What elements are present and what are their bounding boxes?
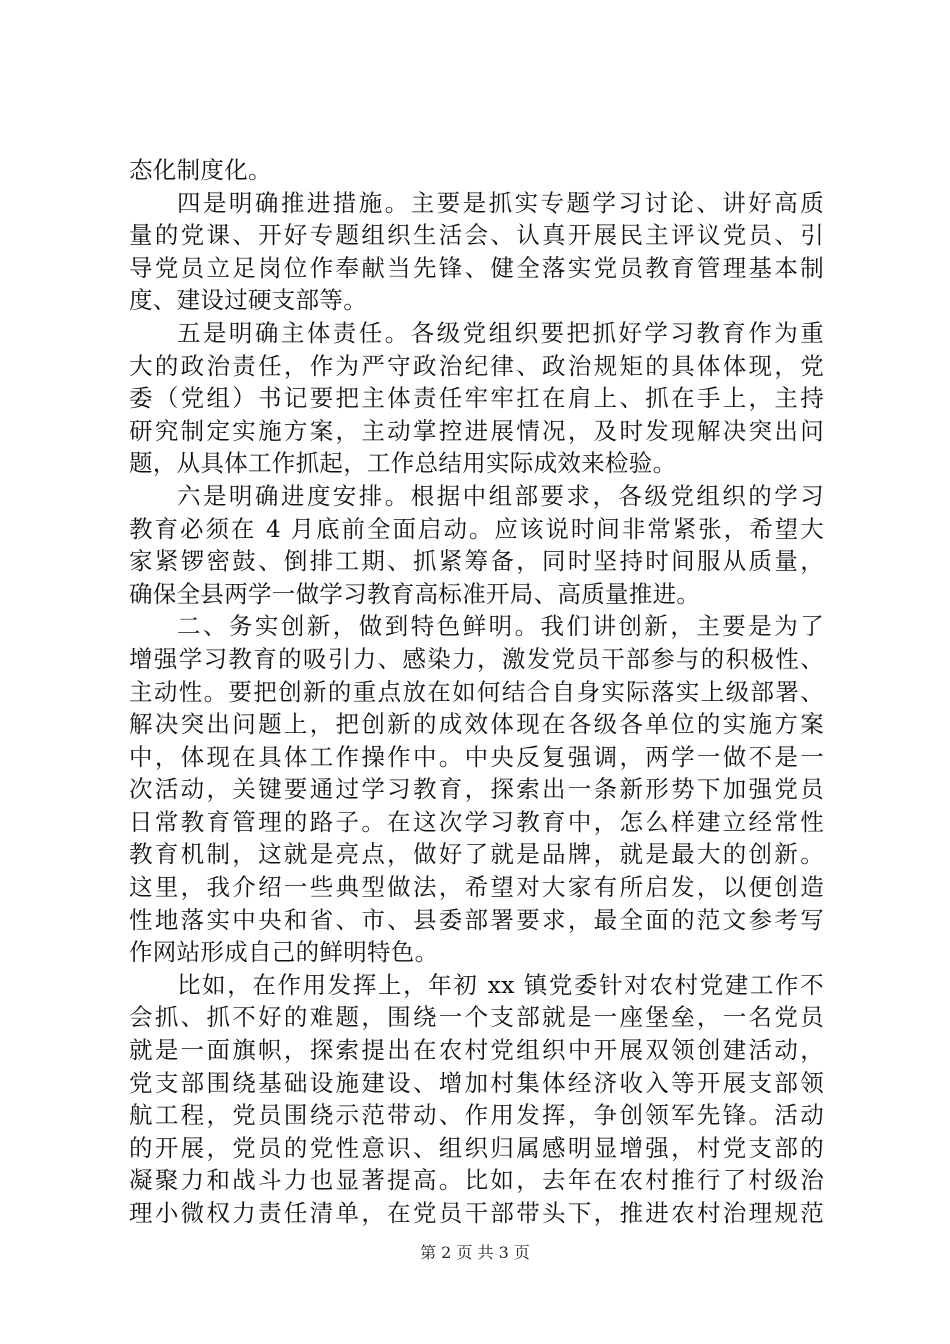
text-line: 委（党组）书记要把主体责任牢牢扛在肩上、抓在手上，主持 bbox=[129, 384, 824, 413]
text-line: 四是明确推进措施。主要是抓实专题学习讨论、讲好高质 bbox=[177, 188, 824, 217]
text-line: 会抓、抓不好的难题，围绕一个支部就是一座堡垒，一名党员 bbox=[129, 1003, 824, 1032]
text-line: 增强学习教育的吸引力、感染力，激发党员干部参与的积极性、 bbox=[129, 644, 824, 673]
text-line: 态化制度化。 bbox=[129, 156, 272, 184]
text-line: 凝聚力和战斗力也显著提高。比如，去年在农村推行了村级治 bbox=[129, 1166, 824, 1195]
text-line: 五是明确主体责任。各级党组织要把抓好学习教育作为重 bbox=[177, 318, 824, 347]
text-line: 理小微权力责任清单，在党员干部带头下，推进农村治理规范 bbox=[129, 1199, 824, 1227]
text-line: 导党员立足岗位作奉献当先锋、健全落实党员教育管理基本制 bbox=[129, 253, 824, 282]
text-line: 主动性。要把创新的重点放在如何结合自身实际落实上级部署、 bbox=[129, 677, 824, 706]
text-line: 研究制定实施方案，主动掌控进展情况，及时发现解决突出问 bbox=[129, 416, 824, 445]
text-line: 党支部围绕基础设施建设、增加村集体经济收入等开展支部领 bbox=[129, 1068, 824, 1097]
text-line: 就是一面旗帜，探索提出在农村党组织中开展双领创建活动， bbox=[129, 1036, 824, 1065]
text-line: 的开展，党员的党性意识、组织归属感明显增强，村党支部的 bbox=[129, 1133, 824, 1162]
text-line: 教育机制，这就是亮点，做好了就是品牌，就是最大的创新。 bbox=[129, 840, 824, 869]
text-line: 日常教育管理的路子。在这次学习教育中，怎么样建立经常性 bbox=[129, 807, 824, 836]
text-line: 比如，在作用发挥上，年初 xx 镇党委针对农村党建工作不 bbox=[177, 970, 824, 999]
text-line: 二、务实创新，做到特色鲜明。我们讲创新，主要是为了 bbox=[177, 612, 824, 641]
page-number-label: 第 2 页 共 3 页 bbox=[420, 1243, 530, 1262]
document-body bbox=[129, 154, 824, 1230]
text-line: 题，从具体工作抓起，工作总结用实际成效来检验。 bbox=[129, 449, 677, 478]
page-footer bbox=[0, 1243, 950, 1263]
text-line: 作网站形成自己的鲜明特色。 bbox=[129, 938, 439, 967]
text-line: 航工程，党员围绕示范带动、作用发挥，争创领军先锋。活动 bbox=[129, 1101, 824, 1130]
text-line: 解决突出问题上，把创新的成效体现在各级各单位的实施方案 bbox=[129, 710, 824, 739]
text-line: 性地落实中央和省、市、县委部署要求，最全面的范文参考写 bbox=[129, 905, 824, 934]
text-line: 次活动，关键要通过学习教育，探索出一条新形势下加强党员 bbox=[129, 775, 824, 804]
text-line: 度、建设过硬支部等。 bbox=[129, 286, 367, 315]
text-line: 确保全县两学一做学习教育高标准开局、高质量推进。 bbox=[129, 579, 701, 608]
text-line: 这里，我介绍一些典型做法，希望对大家有所启发，以便创造 bbox=[129, 873, 824, 902]
text-line: 中，体现在具体工作操作中。中央反复强调，两学一做不是一 bbox=[129, 742, 824, 771]
text-line: 教育必须在 4 月底前全面启动。应该说时间非常紧张，希望大 bbox=[129, 514, 824, 543]
text-line: 家紧锣密鼓、倒排工期、抓紧筹备，同时坚持时间服从质量， bbox=[129, 547, 824, 576]
text-line: 量的党课、开好专题组织生活会、认真开展民主评议党员、引 bbox=[129, 221, 824, 250]
text-line: 大的政治责任，作为严守政治纪律、政治规矩的具体体现，党 bbox=[129, 351, 824, 380]
text-line: 六是明确进度安排。根据中组部要求，各级党组织的学习 bbox=[177, 481, 824, 510]
